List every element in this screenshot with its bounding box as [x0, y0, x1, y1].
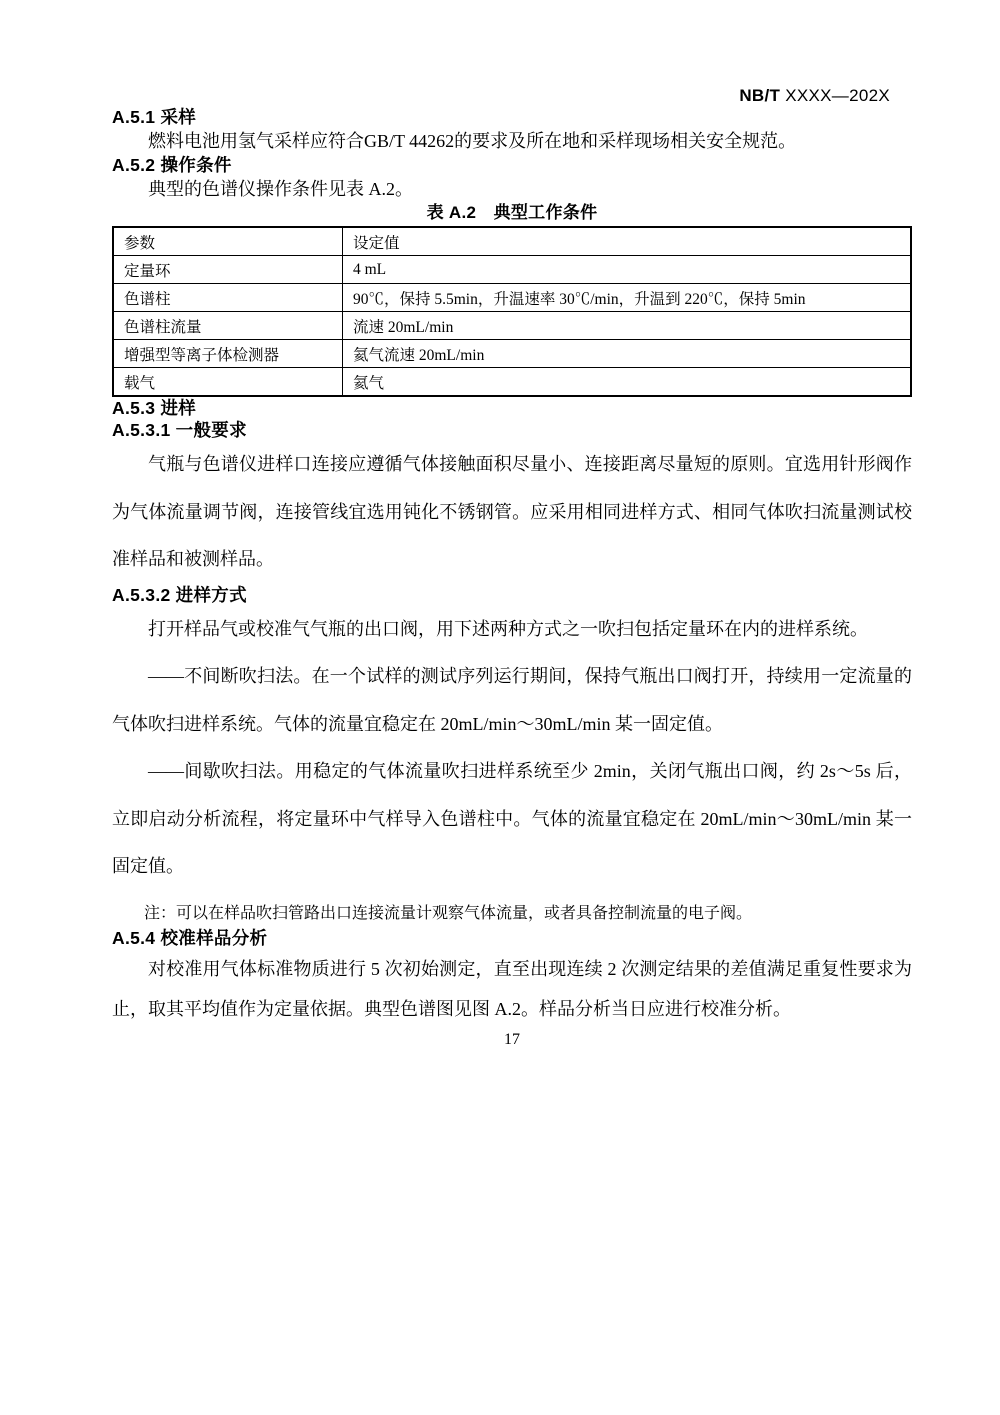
heading-a5-3-1-general-requirements: A.5.3.1 一般要求: [112, 420, 247, 440]
table-cell: 流速 20mL/min: [343, 312, 912, 340]
standard-code-number: XXXX—202X: [780, 86, 890, 105]
table-cell: 色谱柱: [113, 284, 343, 312]
paragraph-a5-1: 燃料电池用氢气采样应符合GB/T 44262的要求及所在地和采样现场相关安全规范。: [148, 131, 797, 151]
table-header-parameter: 参数: [113, 227, 343, 256]
table-row: [113, 256, 911, 284]
table-a2-caption: 表 A.2 典型工作条件: [426, 203, 598, 222]
paragraph-a5-3-2-intro: 打开样品气或校准气气瓶的出口阀，用下述两种方式之一吹扫包括定量环在内的进样系统。: [148, 618, 868, 639]
table-cell: 氦气: [343, 368, 912, 397]
heading-a5-2-operating-conditions: A.5.2 操作条件: [112, 155, 232, 175]
table-row: [113, 340, 911, 368]
paragraph-a5-4: 对校准用气体标准物质进行 5 次初始测定，直至出现连续 2 次测定结果的差值满足重复性要求为止，取其平均值作为定量依据。典型色谱图见图 A.2。样品分析当日应进行校准分析。: [112, 958, 912, 1019]
table-header-setvalue: 设定值: [343, 227, 912, 256]
page-number: 17: [504, 1030, 520, 1048]
note-flow-meter: 注：可以在样品吹扫管路出口连接流量计观察气体流量，或者具备控制流量的电子阀。: [144, 904, 753, 922]
table-header-row: [113, 227, 911, 256]
heading-a5-3-injection: A.5.3 进样: [112, 398, 197, 418]
table-row: [113, 312, 911, 340]
table-cell: 90℃，保持 5.5min，升温速率 30℃/min，升温到 220℃，保持 5min: [343, 284, 912, 312]
table-cell: 4 mL: [343, 256, 912, 284]
paragraph-a5-2: 典型的色谱仪操作条件见表 A.2。: [148, 179, 413, 199]
standard-code-prefix: NB/T: [739, 86, 781, 105]
list-item-intermittent-purge: ——间歇吹扫法。用稳定的气体流量吹扫进样系统至少 2min，关闭气瓶出口阀，约 2s～5s 后，立即启动分析流程，将定量环中气样导入色谱柱中。气体的流量宜稳定在 20mL/min～30mL/min 某一固定值。: [112, 761, 912, 876]
table-cell: 氦气流速 20mL/min: [343, 340, 912, 368]
table-cell: 色谱柱流量: [113, 312, 343, 340]
heading-a5-4-calibration-sample-analysis: A.5.4 校准样品分析: [112, 927, 268, 948]
table-row: [113, 284, 911, 312]
paragraph-a5-3-1: 气瓶与色谱仪进样口连接应遵循气体接触面积尽量小、连接距离尽量短的原则。宜选用针形阀作为气体流量调节阀，连接管线宜选用钝化不锈钢管。应采用相同进样方式、相同气体吹扫流量测试校准样品和被测样品。: [112, 454, 912, 569]
table-cell: 载气: [113, 368, 343, 397]
table-row: [113, 368, 911, 397]
table-cell: 增强型等离子体检测器: [113, 340, 343, 368]
list-item-continuous-purge: ——不间断吹扫法。在一个试样的测试序列运行期间，保持气瓶出口阀打开，持续用一定流量的气体吹扫进样系统。气体的流量宜稳定在 20mL/min～30mL/min 某一固定值。: [112, 666, 912, 734]
table-cell: 定量环: [113, 256, 343, 284]
table-a2-typical-conditions: [112, 226, 912, 397]
heading-a5-1-sampling: A.5.1 采样: [112, 107, 197, 127]
page-header: [112, 86, 890, 106]
heading-a5-3-2-injection-method: A.5.3.2 进样方式: [112, 584, 247, 605]
